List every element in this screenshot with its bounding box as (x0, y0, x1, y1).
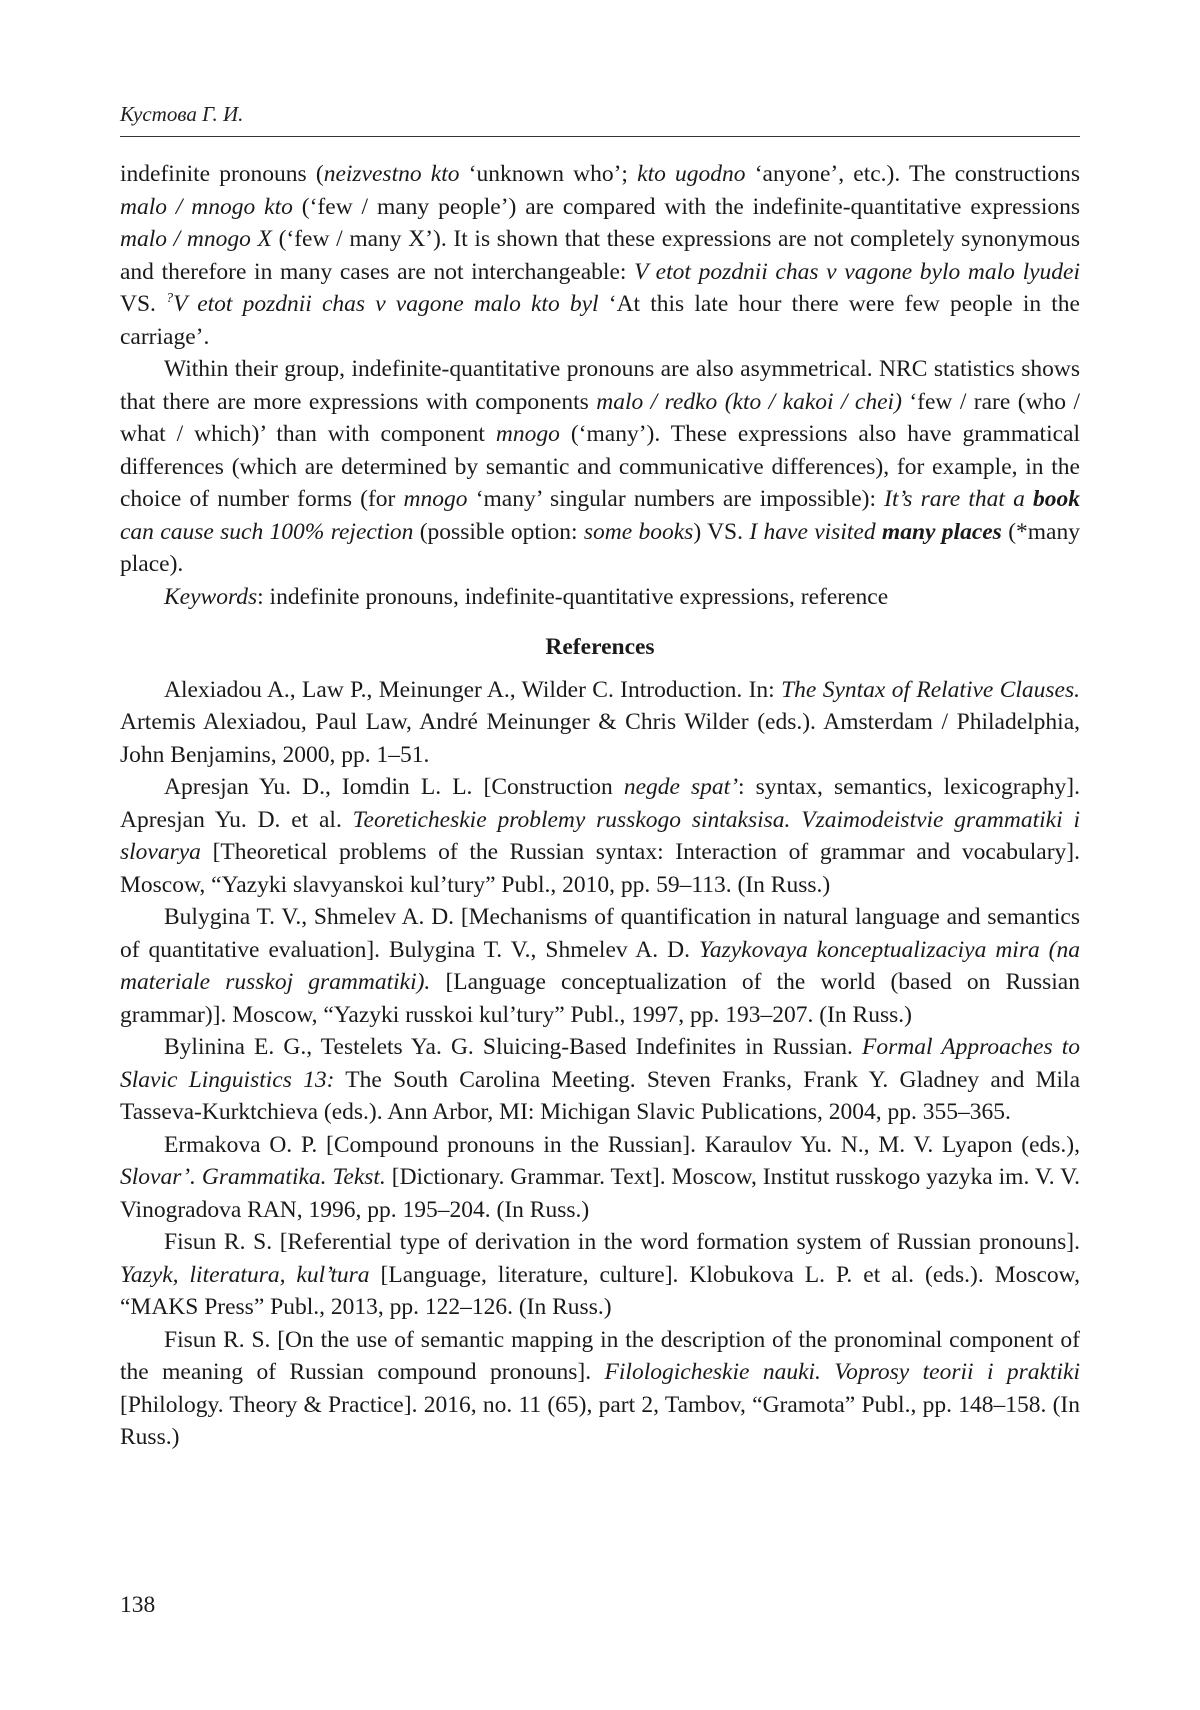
reference-item: Alexiadou A., Law P., Meinunger A., Wilder C. Introduction. In: The Syntax of Relative Clauses. Artemis Alexiadou, Paul Law, André Meinunger & Chris Wilder (eds.). Amsterdam / Philadelphia, John Benjamins, 2000, pp. 1–51. (120, 676, 1080, 768)
abstract-paragraph-2: Within their group, indefinite-quantitative pronouns are also asymmetrical. NRC statistics shows that there are more expressions with components malo / redko (kto / kakoi / chei) ‘few / rare (who / what / which)’ than with component mnogo (‘many’). These expressions also have grammatical differences (which are determined by semantic and communicative differences), for example, in the choice of number forms (for mnogo ‘many’ singular numbers are impossible): It’s rare that a book can cause such 100% rejection (possible option: some books) VS. I have visited many places (*many place). (120, 356, 1081, 577)
abstract-paragraph-1: indefinite pronouns (neizvestno kto ‘unknown who’; kto ugodno ‘anyone’, etc.). The constructions malo / mnogo kto (‘few / many people’) are compared with the indefinite-quantitative expressions malo / mnogo X (‘few / many X’). It is shown that these expressions are not completely synonymous and therefore in many cases are not interchangeable: V etot pozdnii chas v vagone bylo malo lyudei VS. ?V etot pozdnii chas v vagone malo kto byl ‘At this late hour there were few people in the carriage’. (120, 161, 1081, 350)
reference-item: Bylinina E. G., Testelets Ya. G. Sluicing-Based Indefinites in Russian. Formal Approaches to Slavic Linguistics 13: The South Carolina Meeting. Steven Franks, Frank Y. Gladney and Mila Tasseva-Kurktchieva (eds.). Ann Arbor, MI: Michigan Slavic Publications, 2004, pp. 355–365. (120, 1034, 1080, 1125)
header-rule (120, 136, 1080, 137)
keywords-label: Keywords (164, 583, 258, 610)
references-heading: References (545, 634, 655, 660)
reference-item: Fisun R. S. [On the use of semantic mapping in the description of the pronominal component of the meaning of Russian compound pronouns]. Filologicheskie nauki. Voprosy teorii i praktiki [Philology. Theory & Practice]. 2016, no. 11 (65), part 2, Tambov, “Gramota” Publ., pp. 148–158. (In Russ.) (120, 1326, 1080, 1450)
reference-item: Apresjan Yu. D., Iomdin L. L. [Construction negde spat’: syntax, semantics, lexicography]. Apresjan Yu. D. et al. Teoreticheskie problemy russkogo sintaksisa. Vzaimodeistvie grammatiki i slovarya [Theoretical problems of the Russian syntax: Interaction of grammar and vocabulary]. Moscow, “Yazyki slavyanskoi kul’tury” Publ., 2010, pp. 59–113. (In Russ.) (120, 774, 1080, 898)
running-head: Кустова Г. И. (120, 102, 244, 126)
reference-item: Ermakova O. P. [Compound pronouns in the Russian]. Karaulov Yu. N., M. V. Lyapon (eds.), Slovar’. Grammatika. Tekst. [Dictionary. Grammar. Text]. Moscow, Institut russkogo yazyka im. V. V. Vinogradova RAN, 1996, pp. 195–204. (In Russ.) (120, 1131, 1080, 1223)
reference-item: Fisun R. S. [Referential type of derivation in the word formation system of Russian pronouns]. Yazyk, literatura, kul’tura [Language, literature, culture]. Klobukova L. P. et al. (eds.). Moscow, “MAKS Press” Publ., 2013, pp. 122–126. (In Russ.) (120, 1229, 1080, 1320)
page-body (120, 158, 1080, 1454)
keywords-line: Keywords: indefinite pronouns, indefinite-quantitative expressions, reference (164, 583, 889, 610)
page-number: 138 (120, 1592, 156, 1618)
reference-item: Bulygina T. V., Shmelev A. D. [Mechanisms of quantification in natural language and semantics of quantitative evaluation]. Bulygina T. V., Shmelev A. D. Yazykovaya konceptualizaciya mira (na materiale russkoj grammatiki). [Language conceptualization of the world (based on Russian grammar)]. Moscow, “Yazyki russkoi kul’tury” Publ., 1997, pp. 193–207. (In Russ.) (120, 904, 1081, 1028)
